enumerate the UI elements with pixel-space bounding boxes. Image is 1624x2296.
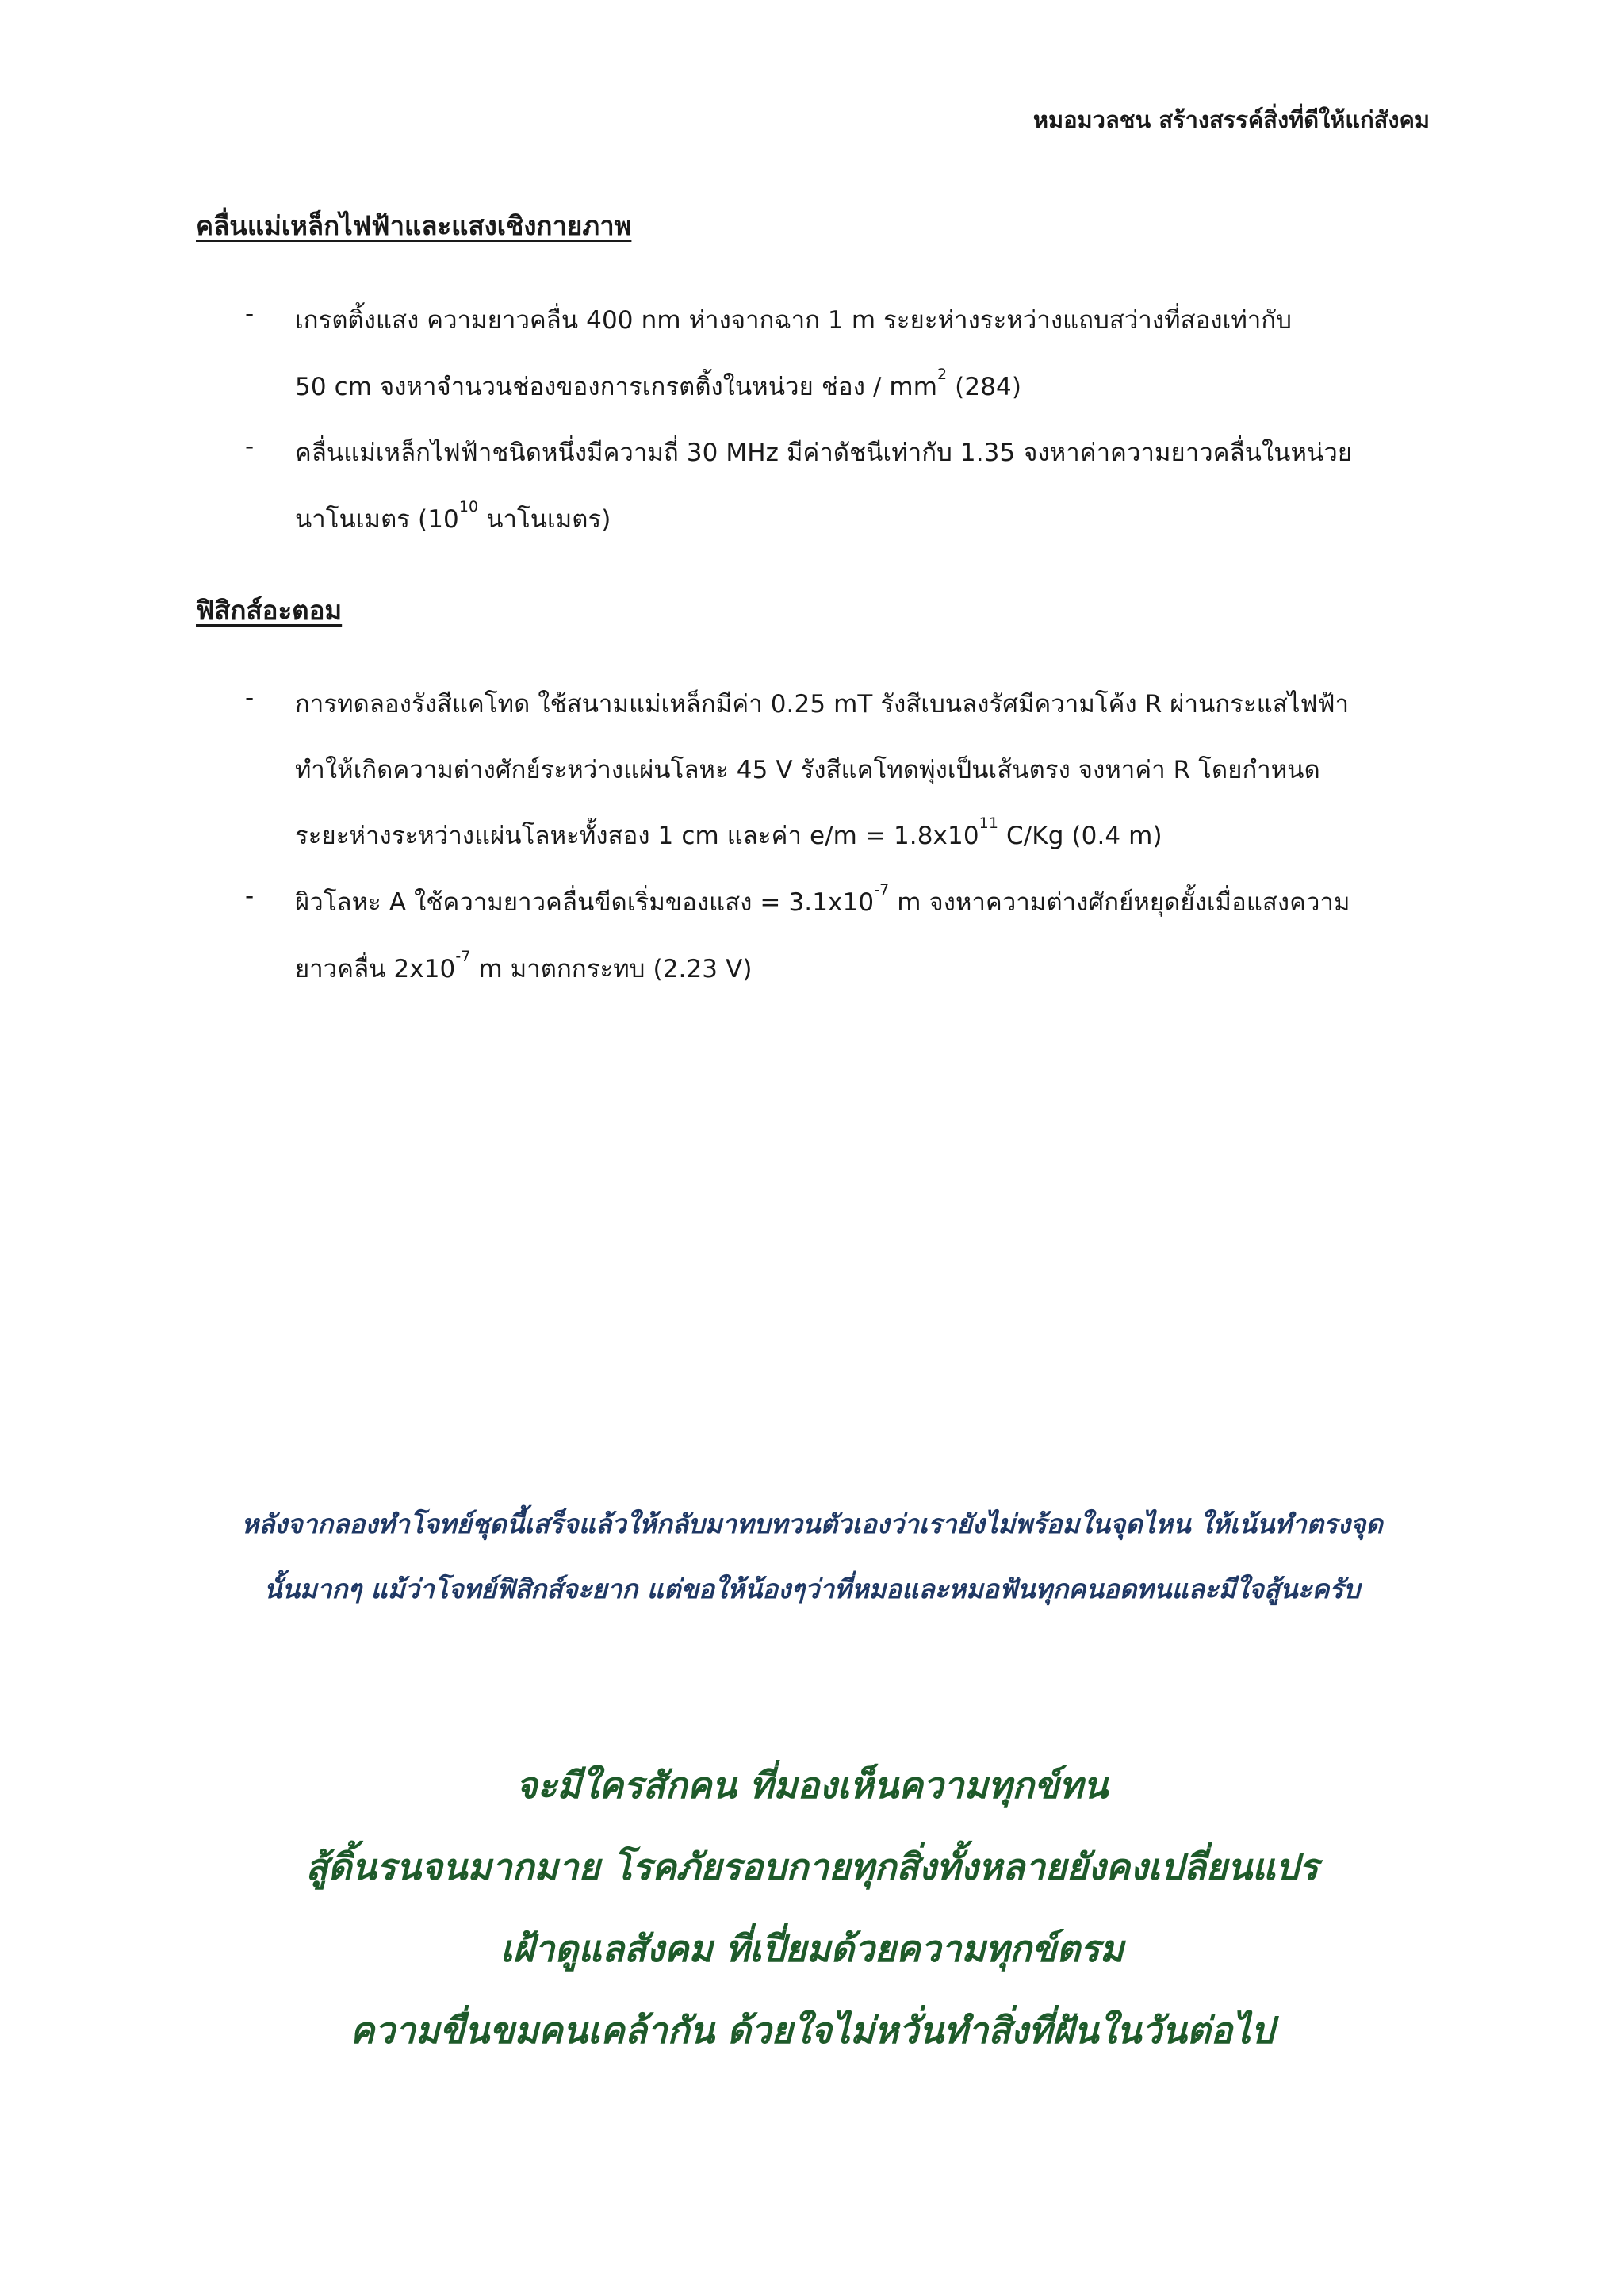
section-heading-atomic-physics: ฟิสิกส์อะตอม	[196, 595, 343, 626]
page-header: หมอมวลชน สร้างสรรค์สิ่งที่ดีให้แก่สังคม	[1032, 106, 1430, 133]
section-heading-em-waves: คลื่นแม่เหล็กไฟฟ้าและแสงเชิงกายภาพ	[196, 210, 632, 241]
question-line: ผิวโลหะ A ใช้ความยาวคลื่นขีดเริ่มของแสง = $3.1x10^{-7}$ m จงหาความต่างศักย์หยุดยั้งเมื่อแสงความ	[295, 881, 1350, 917]
question-line: การทดลองรังสีแคโทด ใช้สนามแม่เหล็กมีค่า 0.25 mT รังสีเบนลงรัศมีความโค้ง R ผ่านกระแสไฟฟ้า	[295, 690, 1350, 719]
question-line: ทำให้เกิดความต่างศักย์ระหว่างแผ่นโลหะ 45 V รังสีแคโทดพุ่งเป็นเส้นตรง จงหาค่า R โดยกำหนด	[295, 756, 1320, 784]
question-line: เกรตติ้งแสง ความยาวคลื่น 400 nm ห่างจากฉาก 1 m ระยะห่างระหว่างแถบสว่างที่สองเท่ากับ	[295, 306, 1293, 335]
bullet-dash: -	[245, 882, 255, 910]
bullet-dash: -	[245, 432, 255, 461]
poem-line: ความขื่นขมคนเคล้ากัน ด้วยใจไม่หวั่นทำสิ่งที่ฝันในวันต่อไป	[350, 2009, 1274, 2052]
encouragement-line: หลังจากลองทำโจทย์ชุดนี้เสร็จแล้วให้กลับมาทบทวนตัวเองว่าเรายังไม่พร้อมในจุดไหน ให้เน้นทำตรงจุด	[241, 1508, 1383, 1539]
encouragement-line: นั้นมากๆ แม้ว่าโจทย์ฟิสิกส์จะยาก แต่ขอให้น้องๆว่าที่หมอและหมอฟันทุกคนอดทนและมีใจสู้นะครับ	[263, 1573, 1361, 1604]
question-line: 50 cm จงหาจำนวนช่องของการเกรตติ้งในหน่วย ช่อง / $mm^2$ (284)	[295, 366, 1022, 401]
poem-line: จะมีใครสักคน ที่มองเห็นความทุกข์ทน	[515, 1764, 1109, 1807]
poem-line: สู้ดิ้นรนจนมากมาย โรคภัยรอบกายทุกสิ่งทั้งหลายยังคงเปลี่ยนแปร	[305, 1846, 1319, 1888]
question-line: ระยะห่างระหว่างแผ่นโลหะทั้งสอง 1 cm และค่า $e/m = 1.8x10^{11}$ C/Kg (0.4 m)	[295, 815, 1162, 850]
question-line: คลื่นแม่เหล็กไฟฟ้าชนิดหนึ่งมีความถี่ 30 MHz มีค่าดัชนีเท่ากับ 1.35 จงหาค่าความยาวคลื่นในหน่วย	[295, 439, 1353, 467]
bullet-dash: -	[245, 300, 255, 328]
bullet-dash: -	[245, 684, 255, 712]
question-line: นาโนเมตร ($10^{10}$ นาโนเมตร)	[295, 498, 611, 534]
poem-line: เฝ้าดูแลสังคม ที่เปี่ยมด้วยความทุกข์ตรม	[500, 1927, 1124, 1970]
question-line: ยาวคลื่น $2x10^{-7}$ m มาตกกระทบ (2.23 V)	[295, 948, 753, 983]
